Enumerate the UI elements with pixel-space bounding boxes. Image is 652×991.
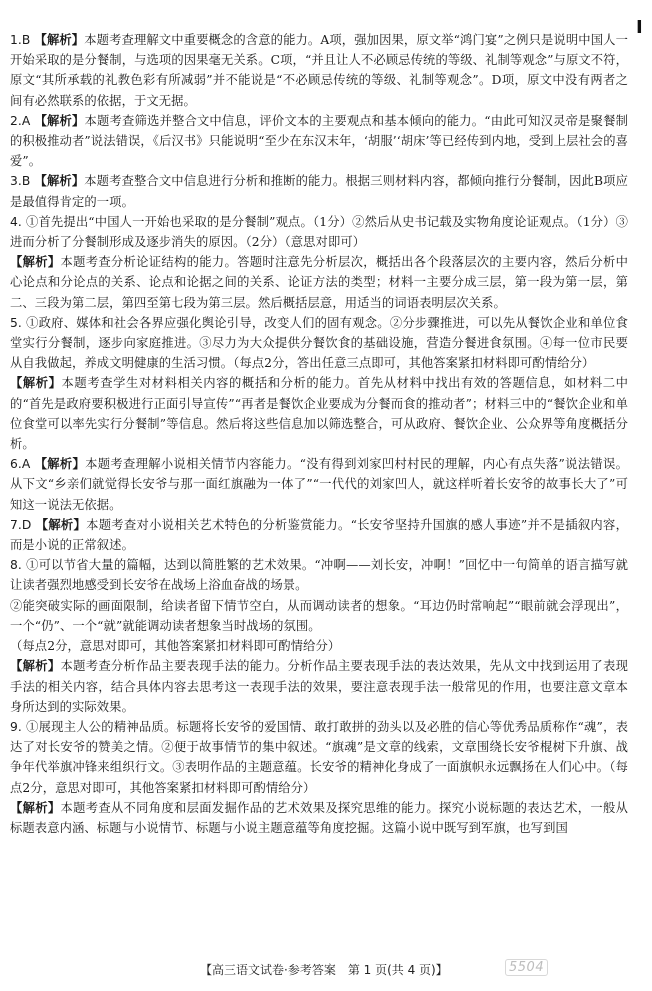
answer-item bbox=[10, 313, 628, 454]
answer-paragraph bbox=[10, 798, 628, 838]
answer-text: 本题考查理解文中重要概念的含意的能力。A项，强加因果，原文举“鸿门宴”之例只是说明中国人一开始采取的是分餐制，与选项的因果毫无关系。C项，“并且让人不必顾忌传统的等级、礼制等观念”与原文不符，原文“其所承载的礼教色彩有所减弱”并不能说是“不必顾忌传统的等级、礼制等观念”。D项，原文中没有两者之间有必然联系的依据，于文无据。 bbox=[10, 33, 628, 108]
answer-text: 本题考查学生对材料相关内容的概括和分析的能力。首先从材料中找出有效的答题信息，如材料二中的“首先是政府要积极进行正面引导宣传”“再者是餐饮企业要成为分餐而食的推动者”；材料三中的“餐饮企业和单位食堂可以率先实行分餐制”等信息。然后将这些信息加以筛选整合，可从政府、餐饮企业、公众界等角度概括分析。 bbox=[10, 376, 628, 452]
answer-paragraph bbox=[10, 636, 628, 656]
answer-paragraph bbox=[10, 717, 628, 798]
answer-paragraph bbox=[10, 171, 628, 211]
answer-paragraph bbox=[10, 373, 628, 454]
page-footer bbox=[0, 959, 652, 979]
answer-text: 本题考查理解小说相关情节内容能力。“没有得到刘家凹村村民的理解，内心有点失落”说法错误。从下文“乡亲们就觉得长安爷与那一面红旗融为一体了”“一代代的刘家凹人，就这样听着长安爷的故事长大了”可知这一说法无依据。 bbox=[10, 457, 628, 512]
answer-item bbox=[10, 555, 628, 717]
answer-text: 本题考查分析作品主要表现手法的能力。分析作品主要表现手法的表达效果，先从文中找到运用了表现手法的相关内容，结合具体内容去思考这一表现手法的效果，要注意表现手法一般常见的作用，也要注意文章本身所达到的实际效果。 bbox=[10, 659, 628, 714]
question-number: 7.D bbox=[10, 517, 32, 532]
answer-text: （每点2分，意思对即可，其他答案紧扣材料即可酌情给分） bbox=[10, 639, 341, 654]
question-number: 2.A bbox=[10, 113, 31, 128]
analysis-tag: 【解析】 bbox=[10, 800, 61, 815]
analysis-tag: 【解析】 bbox=[34, 33, 85, 47]
answer-text: 本题考查筛选并整合文中信息，评价文本的主要观点和基本倾向的能力。“由此可知汉灵帝是聚餐制的积极推动者”说法错误，《后汉书》只能说明“至少在东汉末年，‘胡服’‘胡床’等已经传到内地，受到上层社会的喜爱”。 bbox=[10, 113, 628, 169]
corner-mark: I bbox=[636, 17, 643, 38]
answer-item bbox=[10, 454, 628, 515]
answer-item bbox=[10, 111, 628, 172]
question-number: 1.B bbox=[10, 33, 31, 47]
analysis-tag: 【解析】 bbox=[10, 255, 61, 270]
analysis-tag: 【解析】 bbox=[34, 113, 85, 128]
analysis-tag: 【解析】 bbox=[10, 659, 61, 674]
question-number: 5. bbox=[10, 315, 22, 330]
answer-paragraph bbox=[10, 252, 628, 313]
answer-content bbox=[10, 30, 628, 838]
answer-text: 本题考查对小说相关艺术特色的分析鉴赏能力。“长安爷坚持升国旗的感人事迹”并不是插叙内容，而是小说的正常叙述。 bbox=[10, 517, 628, 553]
analysis-tag: 【解析】 bbox=[34, 174, 85, 189]
answer-text: ①政府、媒体和社会各界应强化舆论引导，改变人们的固有观念。②分步骤推进，可以先从餐饮企业和单位食堂实行分餐制，逐步向家庭推进。③尽力为大众提供分餐饮食的基础设施，营造分餐进食氛围。④每一位市民要从自我做起，养成文明健康的生活习惯。（每点2分，答出任意三点即可，其他答案紧扣材料即可酌情给分） bbox=[10, 315, 628, 371]
answer-item bbox=[10, 717, 628, 838]
answer-text: 本题考查分析论证结构的能力。答题时注意先分析层次，概括出各个段落层次的主要内容，然后分析中心论点和分论点的关系、论点和论据之间的关系、论证方法的类型；材料一主要分成三层，第一段为第一层，第二、三段为第二层，第四至第七段为第三层。然后概括层意，用适当的词语表明层次关系。 bbox=[10, 255, 628, 310]
answer-text: ①展现主人公的精神品质。标题将长安爷的爱国情、敢打敢拼的劲头以及必胜的信心等优秀品质称作“魂”，表达了对长安爷的赞美之情。②便于故事情节的集中叙述。“旗魂”是文章的线索，文章围绕长安爷棍树下升旗、战争年代举旗冲锋来组织行文。③表明作品的主题意蕴。长安爷的精神化身成了一面旗帜永远飘扬在人们心中。（每点2分，意思对即可，其他答案紧扣材料即可酌情给分） bbox=[10, 719, 628, 795]
question-number: 6.A bbox=[10, 457, 31, 472]
analysis-tag: 【解析】 bbox=[35, 517, 87, 532]
answer-item bbox=[10, 30, 628, 111]
answer-paragraph bbox=[10, 111, 628, 172]
answer-item bbox=[10, 212, 628, 313]
answer-paragraph bbox=[10, 313, 628, 374]
analysis-tag: 【解析】 bbox=[34, 457, 86, 472]
question-number: 8. bbox=[10, 558, 22, 573]
question-number: 3.B bbox=[10, 174, 31, 189]
question-number: 9. bbox=[10, 719, 22, 734]
footer-code: 5504 bbox=[505, 959, 548, 976]
answer-paragraph bbox=[10, 30, 628, 111]
answer-item bbox=[10, 171, 628, 211]
answer-paragraph bbox=[10, 555, 628, 595]
answer-paragraph bbox=[10, 515, 628, 555]
footer-text: 【高三语文试卷·参考答案 第 1 页(共 4 页)】 bbox=[200, 963, 448, 977]
answer-paragraph bbox=[10, 596, 628, 636]
answer-paragraph bbox=[10, 656, 628, 717]
answer-text: ①首先提出“中国人一开始也采取的是分餐制”观点。（1分）②然后从史书记载及实物角度论证观点。（1分）③进而分析了分餐制形成及逐步消失的原因。（2分）（意思对即可） bbox=[10, 214, 628, 250]
answer-text: 本题考查整合文中信息进行分析和推断的能力。根据三则材料内容，都倾向推行分餐制，因此B项应是最值得肯定的一项。 bbox=[10, 174, 628, 209]
answer-text: 本题考查从不同角度和层面发掘作品的艺术效果及探究思维的能力。探究小说标题的表达艺术，一般从标题表意内涵、标题与小说情节、标题与小说主题意蕴等角度挖掘。这篇小说中既写到军旗，也写到国 bbox=[10, 800, 628, 835]
answer-item bbox=[10, 515, 628, 555]
answer-paragraph bbox=[10, 212, 628, 252]
answer-text: ①可以节省大量的篇幅，达到以简胜繁的艺术效果。“冲啊——刘长安，冲啊！”回忆中一句简单的语言描写就让读者强烈地感受到长安爷在战场上浴血奋战的场景。 bbox=[10, 558, 628, 593]
question-number: 4. bbox=[10, 214, 22, 229]
analysis-tag: 【解析】 bbox=[10, 376, 62, 391]
answer-paragraph bbox=[10, 454, 628, 515]
answer-text: ②能突破实际的画面限制，给读者留下情节空白，从而调动读者的想象。“耳边仍时常响起”“眼前就会浮现出”，一个“仍”、一个“就”就能调动读者想象当时战场的氛围。 bbox=[10, 598, 628, 633]
